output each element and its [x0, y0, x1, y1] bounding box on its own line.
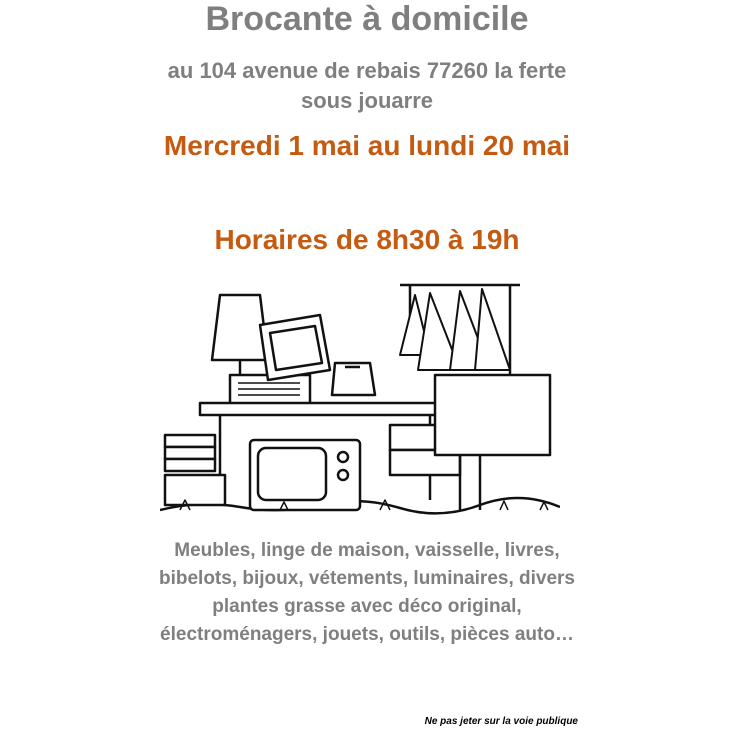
flyer-page — [150, 0, 584, 736]
footer-note: Ne pas jeter sur la voie publique — [424, 716, 578, 727]
flyer-dates: Mercredi 1 mai au lundi 20 mai — [163, 130, 571, 161]
flyer-hours: Horaires de 8h30 à 19h — [214, 224, 520, 255]
flyer-title: Brocante à domicile — [205, 0, 529, 38]
flyer-address: au 104 avenue de rebais 77260 la ferte sous jouarre — [167, 58, 567, 113]
garage-sale-illustration-icon — [160, 275, 560, 525]
items-list: Meubles, linge de maison, vaisselle, livres, bibelots, bijoux, vétements, luminaires, divers plantes grasse avec déco original, électroménagers, jouets, outils, pièces auto… — [158, 540, 575, 645]
